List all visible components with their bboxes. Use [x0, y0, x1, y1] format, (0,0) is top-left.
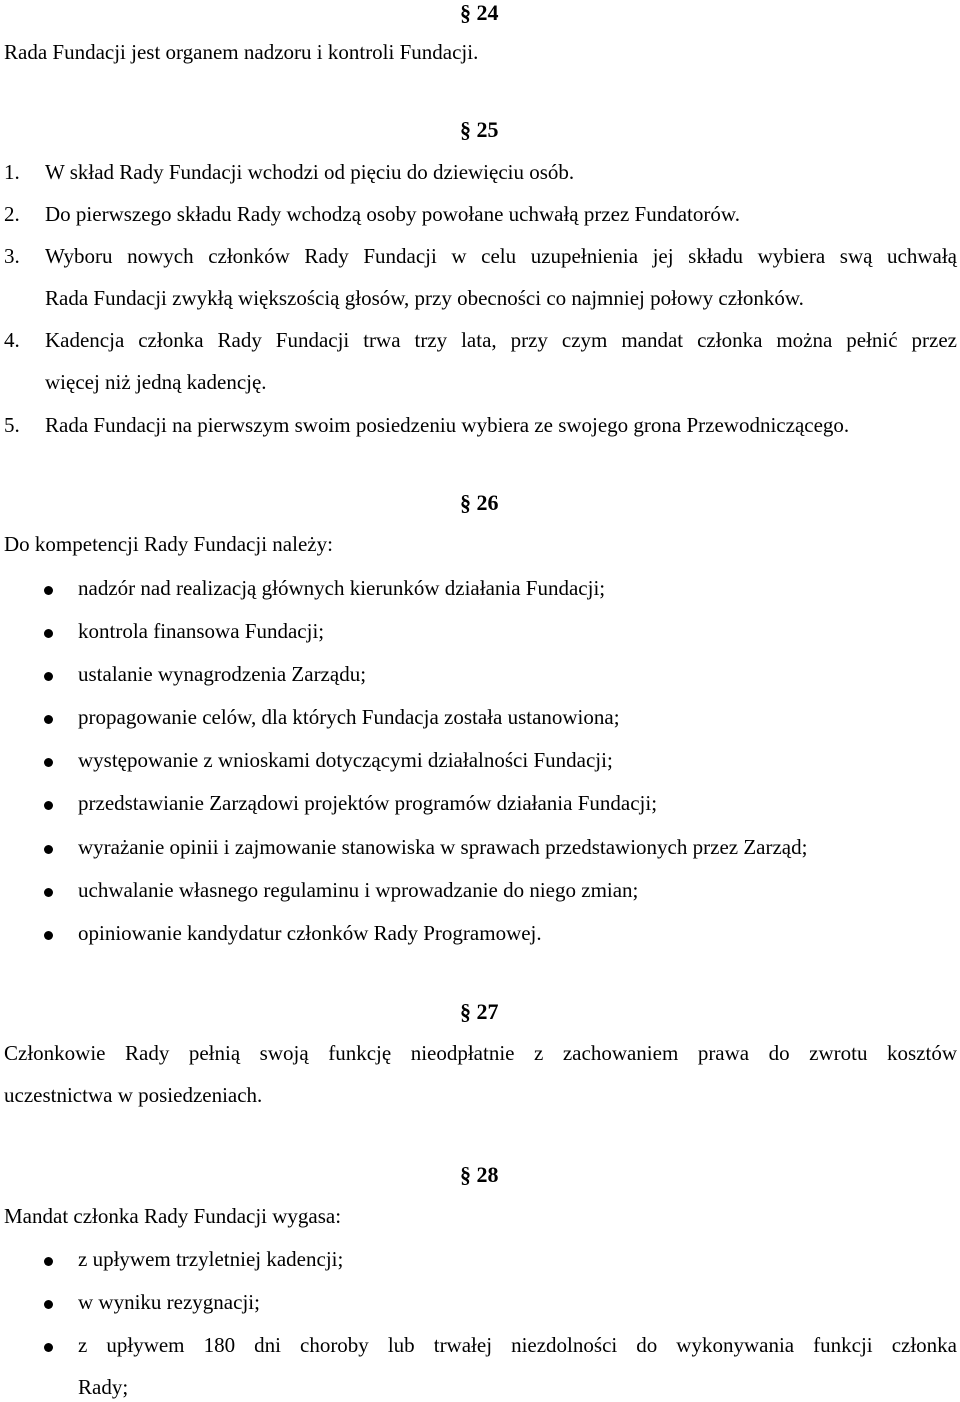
bullet-text: wyrażanie opinii i zajmowanie stanowiska w sprawach przedstawionych przez Zarząd; [78, 835, 808, 859]
bullet-text: uchwalanie własnego regulaminu i wprowadzanie do niego zmian; [78, 878, 639, 902]
bullet-text: propagowanie celów, dla których Fundacja została ustanowiona; [78, 705, 620, 729]
section-28-heading: § 28 [460, 1162, 499, 1187]
item-number: 2. [4, 202, 20, 226]
bullet-icon [44, 715, 53, 724]
bullet-icon [44, 1300, 53, 1309]
item-number: 1. [4, 160, 20, 184]
bullet-text: występowanie z wnioskami dotyczącymi działalności Fundacji; [78, 748, 613, 772]
bullet-icon [44, 1343, 53, 1352]
item-text: Do pierwszego składu Rady wchodzą osoby powołane uchwałą przez Fundatorów. [45, 202, 740, 226]
bullet-icon [44, 758, 53, 767]
item-number: 5. [4, 413, 20, 437]
section-27-text: Członkowie Rady pełnią swoją funkcję nieodpłatnie z zachowaniem prawa do zwrotu kosztów [4, 1041, 957, 1065]
bullet-icon [44, 845, 53, 854]
bullet-icon [44, 888, 53, 897]
section-27-text-continued: uczestnictwa w posiedzeniach. [4, 1083, 263, 1107]
section-25-heading: § 25 [460, 117, 499, 142]
bullet-text: w wyniku rezygnacji; [78, 1290, 260, 1314]
bullet-text: opiniowanie kandydatur członków Rady Programowej. [78, 921, 542, 945]
section-27-heading: § 27 [460, 999, 499, 1024]
item-text: Wyboru nowych członków Rady Fundacji w celu uzupełnienia jej składu wybiera swą uchwałą [45, 244, 957, 268]
section-28-intro: Mandat członka Rady Fundacji wygasa: [4, 1204, 342, 1228]
item-text: Rada Fundacji na pierwszym swoim posiedzeniu wybiera ze swojego grona Przewodniczącego. [45, 413, 850, 437]
bullet-icon [44, 586, 53, 595]
item-text-continued: więcej niż jedną kadencję. [45, 370, 267, 394]
bullet-text: z upływem 180 dni choroby lub trwałej niezdolności do wykonywania funkcji członka [78, 1333, 957, 1357]
bullet-text: ustalanie wynagrodzenia Zarządu; [78, 662, 367, 686]
item-number: 3. [4, 244, 20, 268]
bullet-icon [44, 629, 53, 638]
bullet-icon [44, 1257, 53, 1266]
bullet-text: nadzór nad realizacją głównych kierunków działania Fundacji; [78, 576, 606, 600]
bullet-icon [44, 672, 53, 681]
item-number: 4. [4, 328, 20, 352]
section-26-intro: Do kompetencji Rady Fundacji należy: [4, 532, 333, 556]
item-text-continued: Rada Fundacji zwykłą większością głosów, przy obecności co najmniej połowy członków. [45, 286, 804, 310]
bullet-text-continued: Rady; [78, 1375, 129, 1399]
item-text: Kadencja członka Rady Fundacji trwa trzy lata, przy czym mandat członka można pełnić przez [45, 328, 957, 352]
section-26-heading: § 26 [460, 490, 499, 515]
bullet-text: kontrola finansowa Fundacji; [78, 619, 325, 643]
section-24-text: Rada Fundacji jest organem nadzoru i kontroli Fundacji. [4, 40, 479, 64]
bullet-icon [44, 801, 53, 810]
bullet-text: przedstawianie Zarządowi projektów programów działania Fundacji; [78, 791, 658, 815]
bullet-icon [44, 931, 53, 940]
section-24-heading: § 24 [460, 0, 499, 25]
bullet-text: z upływem trzyletniej kadencji; [78, 1247, 344, 1271]
item-text: W skład Rady Fundacji wchodzi od pięciu do dziewięciu osób. [45, 160, 575, 184]
